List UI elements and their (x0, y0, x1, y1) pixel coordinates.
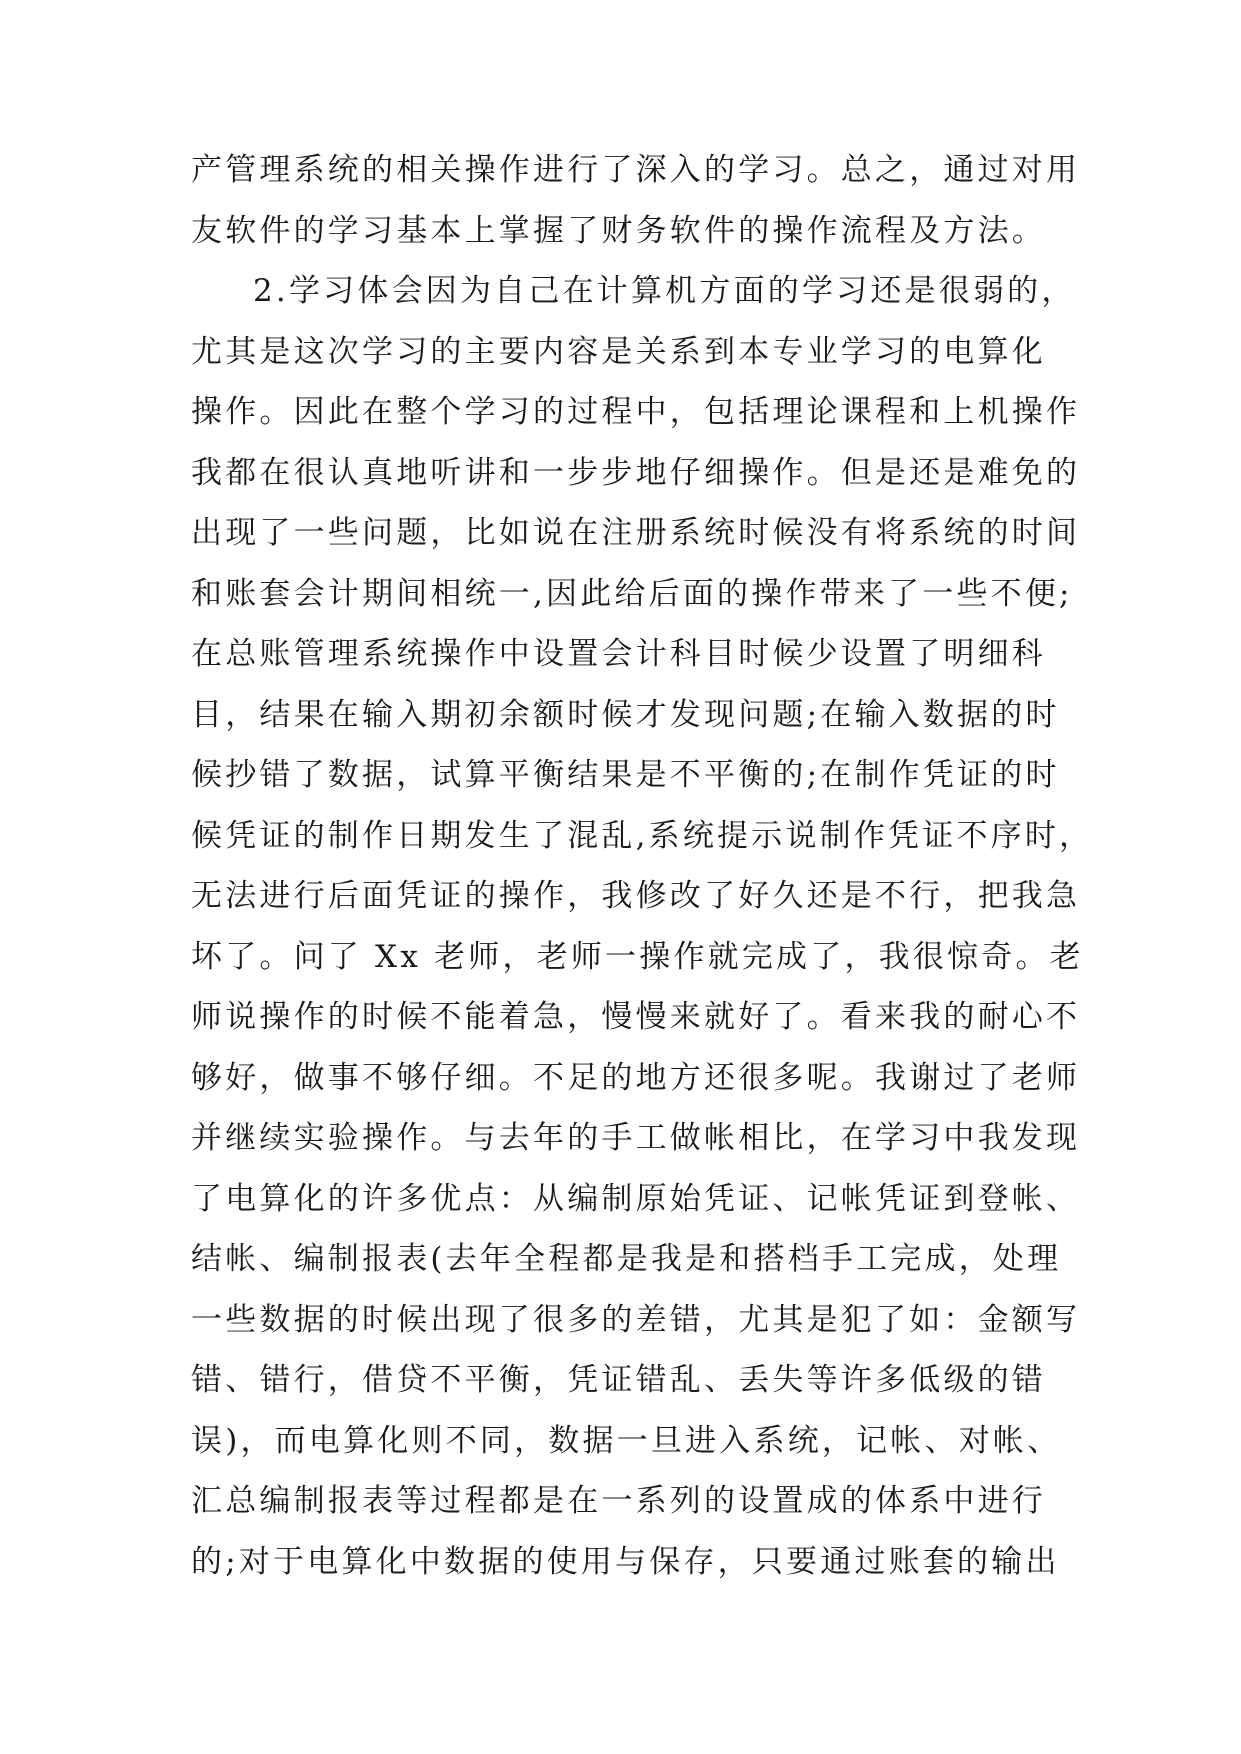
text-line: 友软件的学习基本上掌握了财务软件的操作流程及方法。 (191, 212, 1046, 249)
text-line: 目，结果在输入期初余额时候才发现问题;在输入数据的时 (191, 696, 1060, 733)
text-line: 在总账管理系统操作中设置会计科目时候少设置了明细科 (191, 636, 1046, 672)
text-line: 产管理系统的相关操作进行了深入的学习。总之，通过对用 (191, 152, 1081, 188)
text-line: 结帐、编制报表(去年全程都是我是和搭档手工完成，处理 (191, 1241, 1062, 1277)
text-line: 出现了一些问题，比如说在注册系统时候没有将系统的时间 (191, 515, 1081, 551)
text-line: 的;对于电算化中数据的使用与保存，只要通过账套的输出 (191, 1543, 1060, 1580)
text-line: 师说操作的时候不能着急，慢慢来就好了。看来我的耐心不 (191, 999, 1081, 1035)
text-line: 和账套会计期间相统一,因此给后面的操作带来了一些不便; (191, 575, 1073, 612)
text-line: 够好，做事不够仔细。不足的地方还很多呢。我谢过了老师 (191, 1059, 1081, 1096)
paragraph-start-line: 2.学习体会因为自己在计算机方面的学习还是很弱的， (253, 273, 1076, 309)
text-line: 坏了。问了 Xx 老师，老师一操作就完成了，我很惊奇。老 (191, 938, 1084, 975)
body-text (191, 140, 1094, 1592)
text-line: 操作。因此在整个学习的过程中，包括理论课程和上机操作 (191, 394, 1081, 430)
text-line: 尤其是这次学习的主要内容是关系到本专业学习的电算化 (191, 333, 1046, 370)
text-line: 一些数据的时候出现了很多的差错，尤其是犯了如：金额写 (191, 1301, 1081, 1338)
text-line: 误)，而电算化则不同，数据一旦进入系统，记帐、对帐、 (191, 1422, 1062, 1459)
text-line: 并继续实验操作。与去年的手工做帐相比，在学习中我发现 (191, 1120, 1081, 1156)
text-line: 错、错行，借贷不平衡，凭证错乱、丢失等许多低级的错 (191, 1362, 1046, 1398)
text-line: 候凭证的制作日期发生了混乱,系统提示说制作凭证不序时， (191, 817, 1094, 854)
text-line: 无法进行后面凭证的操作，我修改了好久还是不行，把我急 (191, 878, 1081, 914)
text-line: 汇总编制报表等过程都是在一系列的设置成的体系中进行 (191, 1483, 1046, 1519)
text-line: 候抄错了数据，试算平衡结果是不平衡的;在制作凭证的时 (191, 757, 1060, 793)
text-line: 我都在很认真地听讲和一步步地仔细操作。但是还是难免的 (191, 454, 1081, 491)
text-line: 了电算化的许多优点：从编制原始凭证、记帐凭证到登帐、 (191, 1180, 1081, 1217)
